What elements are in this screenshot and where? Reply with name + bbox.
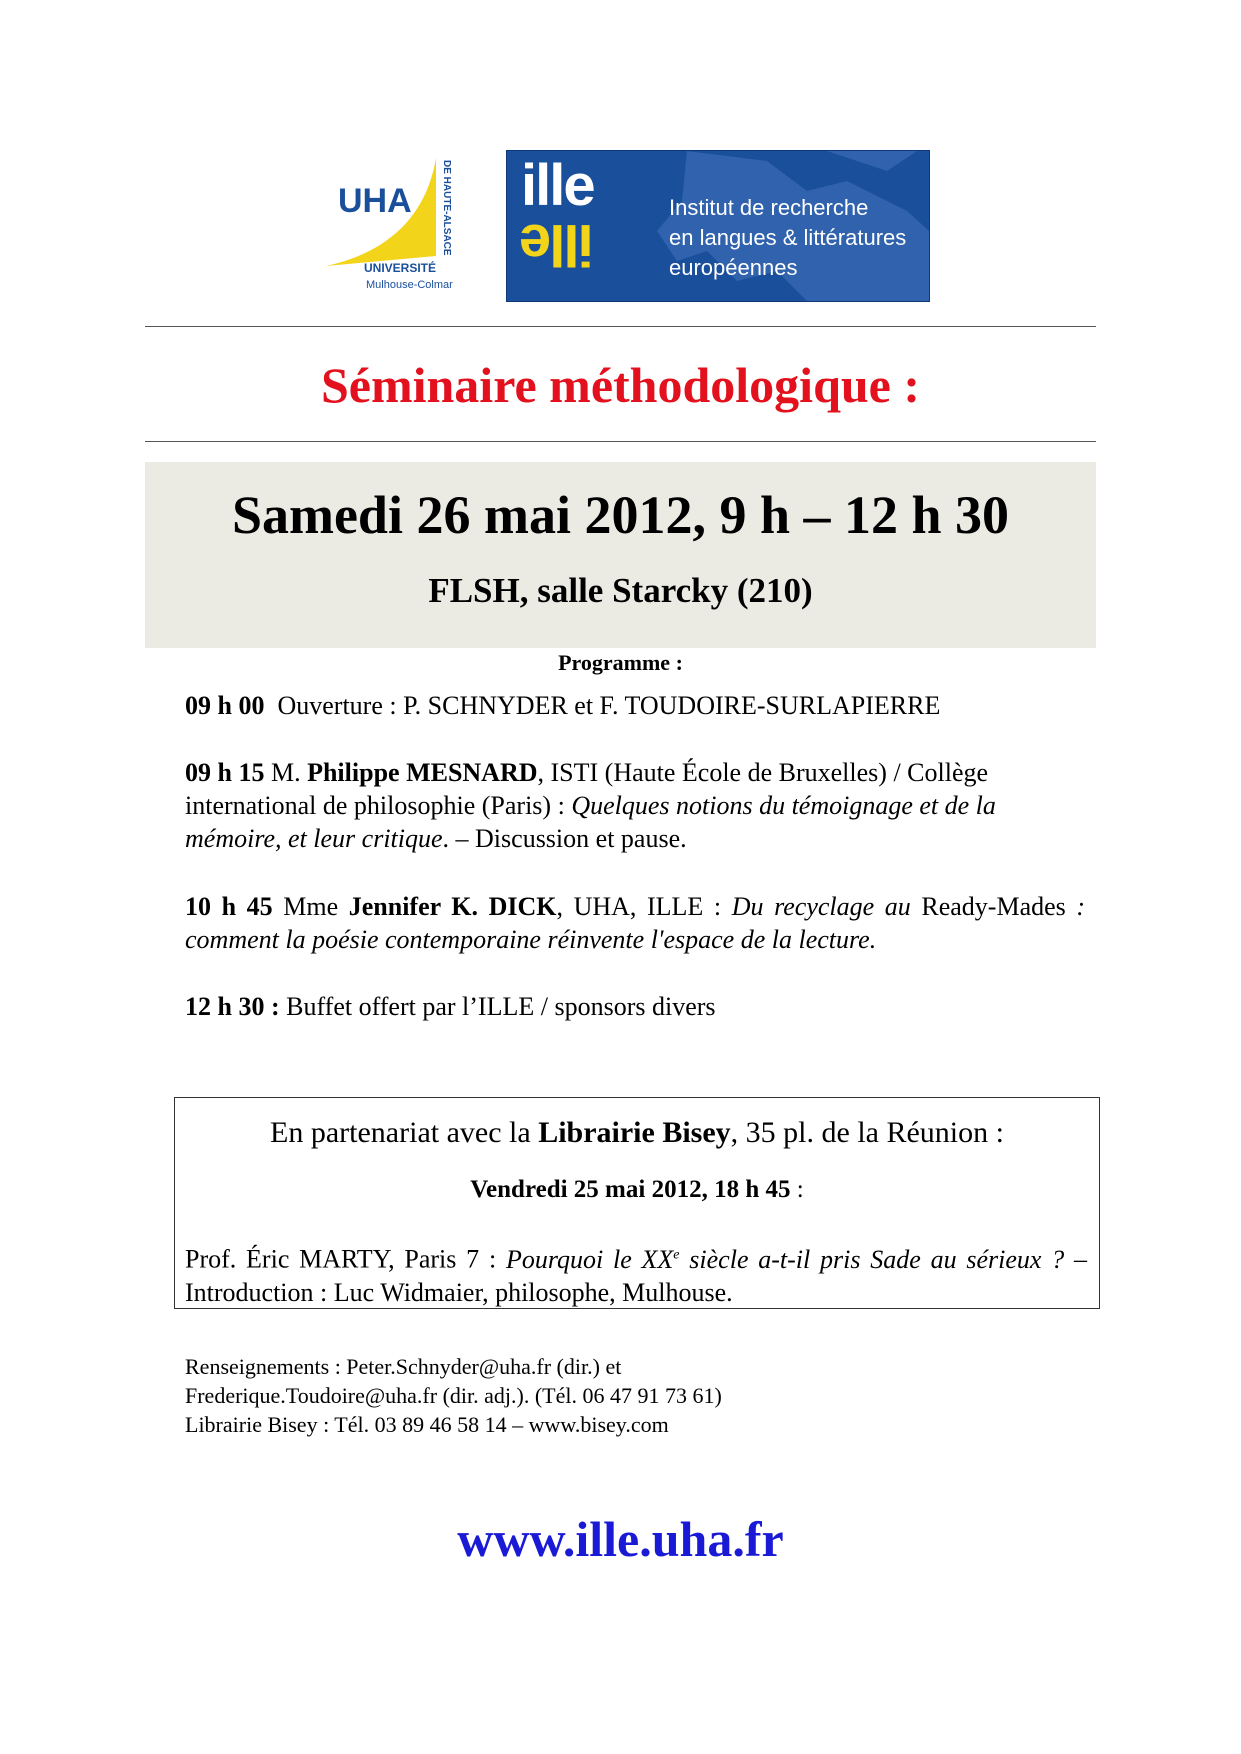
event-date-colon: :: [790, 1176, 804, 1203]
programme-item-dick: [185, 890, 1085, 956]
item-time: 12 h 30 :: [185, 992, 280, 1021]
date-box: [145, 462, 1096, 648]
top-divider: [145, 326, 1096, 327]
programme-item-mesnard: [185, 756, 1085, 855]
partner-bookshop: Librairie Bisey: [538, 1116, 731, 1149]
item-time: 10 h 45: [185, 892, 273, 921]
website-link[interactable]: www.ille.uha.fr: [457, 1511, 784, 1567]
talk-title-part-3: : comment la poésie contemporaine réinvente l'espace de la lecture.: [185, 892, 1086, 954]
seminar-date: Samedi 26 mai 2012, 9 h – 12 h 30: [231, 485, 1010, 545]
seminar-place: FLSH, salle Starcky (210): [428, 571, 813, 610]
superscript-e: e: [673, 1247, 680, 1262]
talk-title-part-2: Ready-Mades: [921, 892, 1066, 921]
partner-line: [175, 1116, 1099, 1150]
partner-address: , 35 pl. de la Réunion :: [730, 1116, 1004, 1149]
ille-line-2: en langues & littératures: [669, 225, 907, 250]
speaker-title: Mme: [283, 892, 339, 921]
speaker-name: Philippe MESNARD: [307, 758, 538, 787]
item-time: 09 h 15: [185, 758, 265, 787]
item-text: Ouverture : P. SCHNYDER et F. TOUDOIRE-SURLAPIERRE: [277, 691, 941, 720]
ille-line-3: européennes: [669, 255, 798, 280]
event-date: Vendredi 25 mai 2012, 18 h 45: [470, 1176, 791, 1203]
contact-line-2: Frederique.Toudoire@uha.fr (dir. adj.). (Tél. 06 47 91 73 61): [185, 1383, 722, 1408]
item-text: Buffet offert par l’ILLE / sponsors divers: [286, 992, 716, 1021]
event-speaker: Prof. Éric MARTY, Paris 7 :: [185, 1244, 497, 1274]
programme-heading: Programme :: [558, 650, 683, 675]
contact-line-3: Librairie Bisey : Tél. 03 89 46 58 14 – www.bisey.com: [185, 1412, 669, 1437]
uha-logo-graphic: [326, 148, 476, 298]
speaker-affiliation: , UHA, ILLE :: [556, 892, 722, 921]
ille-wordmark: ille: [521, 153, 594, 218]
contact-line-1: Renseignements : Peter.Schnyder@uha.fr (dir.) et: [185, 1354, 622, 1379]
item-time: 09 h 00: [185, 691, 265, 720]
speaker-affiliation: , ISTI (Haute École de Bruxelles) / Collège international de philosophie (Paris) :: [185, 758, 989, 820]
uha-abbr: UHA: [338, 182, 412, 220]
programme-item-buffet: [185, 990, 1085, 1023]
page-title: Séminaire méthodologique :: [320, 357, 921, 413]
partner-event-description: [185, 1238, 1087, 1309]
item-note: . – Discussion et pause.: [442, 824, 687, 853]
uha-vertical-text: DE HAUTE-ALSACE: [441, 160, 452, 256]
programme-item-opening: [185, 689, 1085, 722]
title-divider: [145, 441, 1096, 442]
uha-city: Mulhouse-Colmar: [366, 279, 453, 291]
speaker-name: Jennifer K. DICK: [348, 892, 557, 921]
partner-event-date: [175, 1176, 1099, 1204]
event-introduction: – Introduction : Luc Widmaier, philosophe, Mulhouse.: [185, 1244, 1087, 1307]
ille-wordmark-mirror: ille: [521, 212, 594, 277]
uha-logo: [326, 148, 476, 298]
partner-box: [174, 1097, 1100, 1309]
talk-title: Quelques notions du témoignage et de la mémoire, et leur critique: [185, 791, 996, 853]
uha-universite: UNIVERSITÉ: [364, 261, 437, 275]
ille-line-1: Institut de recherche: [669, 195, 869, 220]
talk-title-part-1: Du recyclage au: [731, 892, 911, 921]
speaker-title: M.: [270, 758, 301, 787]
event-talk-title: Pourquoi le XXe siècle a-t-il pris Sade au sérieux ?: [505, 1244, 1065, 1274]
partner-prefix: En partenariat avec la: [270, 1116, 531, 1149]
ille-logo: [506, 150, 930, 302]
